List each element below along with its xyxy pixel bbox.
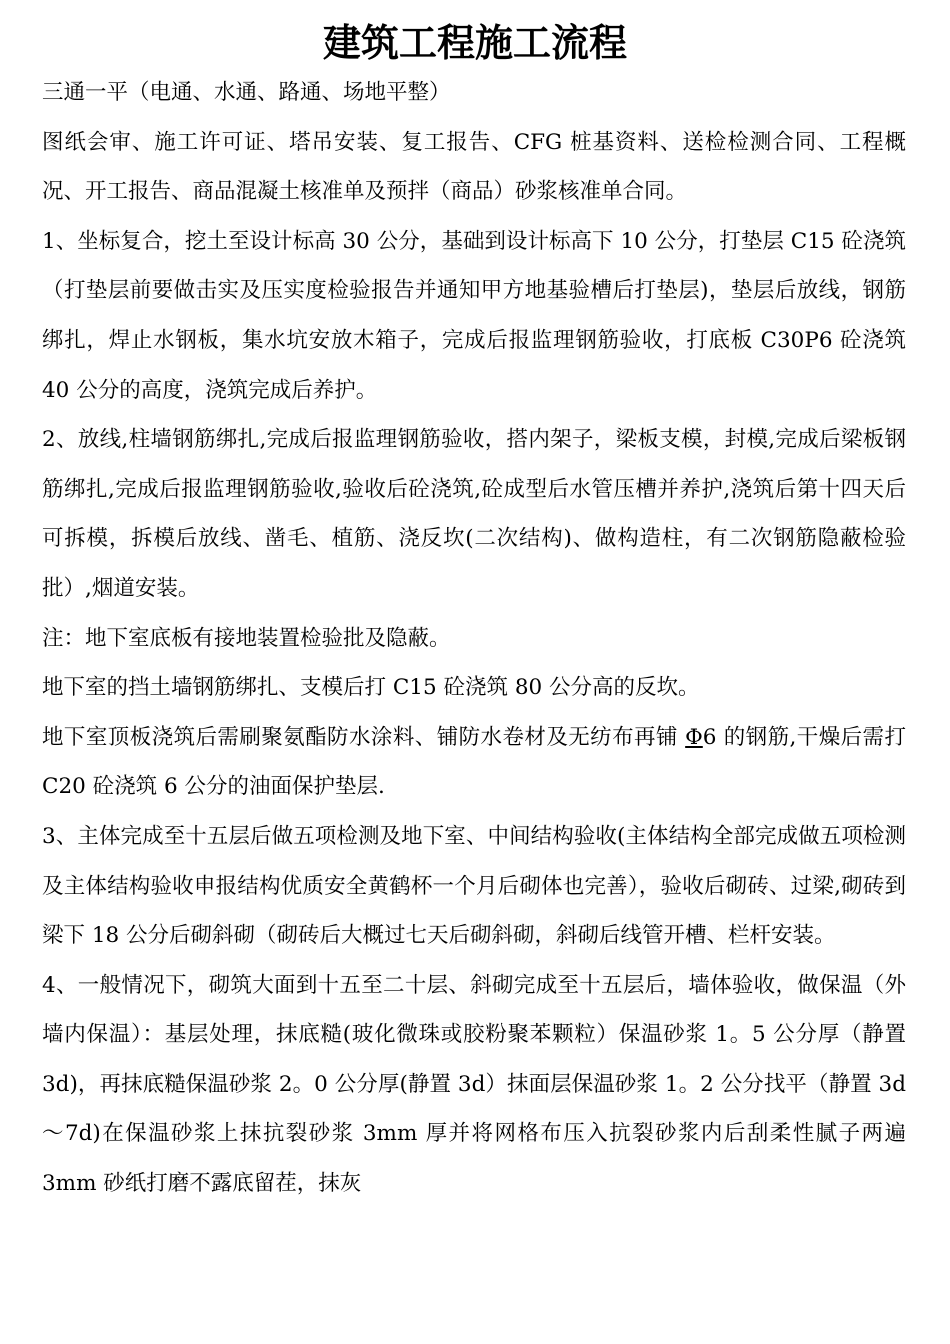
paragraph-basement-roof-start: 地下室顶板浇筑后需刷聚氨酯防水涂料、铺防水卷材及无纺布再铺 [42,724,686,750]
rebar-diameter-symbol: Φ [685,724,703,750]
paragraph-documents: 图纸会审、施工许可证、塔吊安装、复工报告、CFG 桩基资料、送检检测合同、工程概况、开工报告、商品混凝土核准单及预拌（商品）砂浆核准单合同。 [42,129,906,205]
paragraph-basement-roof-end: 6 的钢筋,干燥后需打 C20 砼浇筑 6 公分的油面保护垫层. [42,724,906,800]
document-title: 建筑工程施工流程 [322,20,627,65]
paragraph-step-4: 4、一般情况下，砌筑大面到十五至二十层、斜砌完成至十五层后，墙体验收，做保温（外墙内保温）：基层处理，抹底糙(玻化微珠或胶粉聚苯颗粒）保温砂浆 1。5 公分厚（静置 3d)，再抹底糙保温砂浆 2。0 公分厚(静置 3d）抹面层保温砂浆 1。2 公分找平（静置 3d～7d)在保温砂浆上抹抗裂砂浆 3mm 厚并将网格布压入抗裂砂浆内后刮柔性腻子两遍 3mm 砂纸打磨不露底留茬，抹灰 [42,972,906,1197]
paragraph-basement-roof [42,713,906,812]
paragraph-preconditions: 三通一平（电通、水通、路通、场地平整） [42,80,451,105]
paragraph-retaining-wall: 地下室的挡土墙钢筋绑扎、支模后打 C15 砼浇筑 80 公分高的反坎。 [42,675,700,701]
document-body [42,68,906,1209]
paragraph-note: 注：地下室底板有接地装置检验批及隐蔽。 [42,625,451,651]
paragraph-step-1: 1、坐标复合，挖土至设计标高 30 公分，基础到设计标高下 10 公分，打垫层 C15 砼浇筑（打垫层前要做击实及压实度检验报告并通知甲方地基验槽后打垫层)，垫层后放线，钢筋绑扎，焊止水钢板，集水坑安放木箱子，完成后报监理钢筋验收，打底板 C30P6 砼浇筑 40 公分的高度，浇筑完成后养护。 [42,228,906,403]
paragraph-step-3: 3、主体完成至十五层后做五项检测及地下室、中间结构验收(主体结构全部完成做五项检测及主体结构验收申报结构优质安全黄鹤杯一个月后砌体也完善），验收后砌砖、过梁,砌砖到梁下 18 公分后砌斜砌（砌砖后大概过七天后砌斜砌，斜砌后线管开槽、栏杆安装。 [42,823,906,949]
paragraph-step-2: 2、放线,柱墙钢筋绑扎,完成后报监理钢筋验收，搭内架子，梁板支模，封模,完成后梁板钢筋绑扎,完成后报监理钢筋验收,验收后砼浇筑,砼成型后水管压槽并养护,浇筑后第十四天后可拆模，拆模后放线、凿毛、植筋、浇反坎(二次结构)、做构造柱，有二次钢筋隐蔽检验批）,烟道安装。 [42,427,906,601]
